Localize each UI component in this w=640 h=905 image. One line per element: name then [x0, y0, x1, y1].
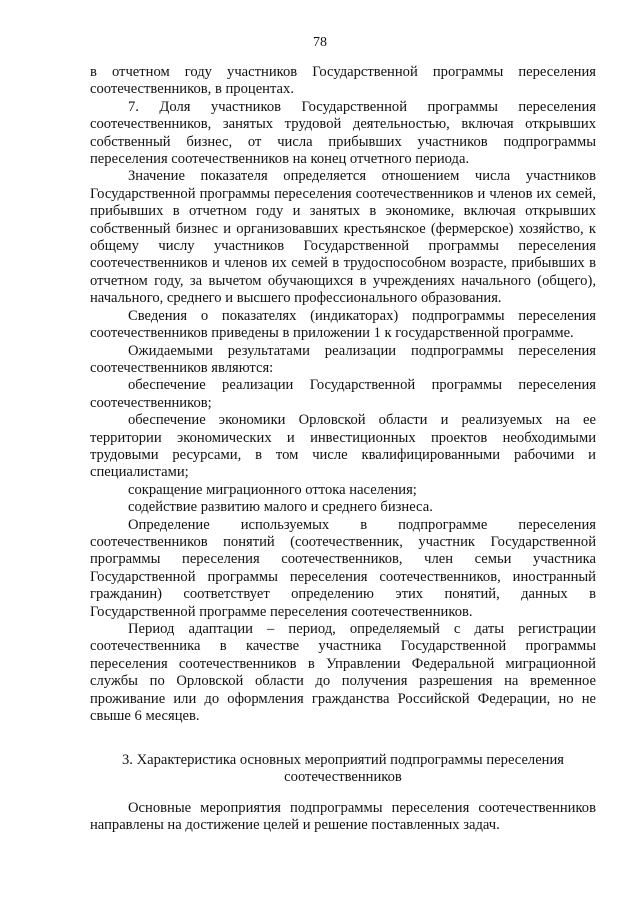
paragraph: обеспечение реализации Государственной программы переселения соотечественников;	[90, 377, 596, 411]
section-heading	[90, 752, 596, 787]
page-number: 78	[313, 35, 327, 50]
paragraph: обеспечение экономики Орловской области и реализуемых на ее территории экономических и инвестиционных проектов необходимыми трудовыми ресурсами, в том числе квалифицированными рабочими и специалистами;	[90, 412, 596, 481]
paragraph: Определение используемых в подпрограмме переселения соотечественников понятий (соотечественник, участник Государственной программы переселения соотечественников, член семьи участника Государственной программы переселения соотечественников, иностранный гражданин) соответствует определению этих понятий, данных в Государственной программе переселения соотечественников.	[90, 516, 596, 620]
closing-text	[90, 800, 596, 835]
section-heading-line: 3. Характеристика основных мероприятий подпрограммы переселения	[121, 752, 565, 768]
paragraph: Сведения о показателях (индикаторах) подпрограммы переселения соотечественников приведены в приложении 1 к государственной программе.	[90, 307, 596, 342]
paragraph: Период адаптации – период, определяемый с даты регистрации соотечественника в качестве участника Государственной программы переселения соотечественников в Управлении Федеральной миграционной службы по Орловской области до получения разрешения на временное проживание или до оформления гражданства Российской Федерации, но не свыше 6 месяцев.	[90, 621, 596, 725]
section-heading-line: соотечественников	[284, 769, 402, 786]
body-text	[90, 64, 596, 725]
paragraph: Ожидаемыми результатами реализации подпрограммы переселения соотечественников являются:	[90, 342, 596, 376]
paragraph: содействие развитию малого и среднего бизнеса.	[128, 499, 433, 516]
paragraph: сокращение миграционного оттока населения;	[128, 481, 417, 498]
paragraph: Основные мероприятия подпрограммы переселения соотечественников направлены на достижение целей и решение поставленных задач.	[90, 800, 596, 834]
paragraph: 7. Доля участников Государственной программы переселения соотечественников, занятых трудовой деятельностью, включая открывших собственный бизнес, от числа прибывших участников подпрограммы переселения соотечественников на конец отчетного периода.	[90, 98, 596, 168]
paragraph: в отчетном году участников Государственной программы переселения соотечественников, в процентах.	[90, 64, 596, 98]
paragraph: Значение показателя определяется отношением числа участников Государственной программы переселения соотечественников и членов их семей, прибывших в отчетном году и занятых в экономике, включая открывших собственный бизнес и организовавших крестьянское (фермерское) хозяйство, к общему числу участников Государственной программы переселения соотечественников и членов их семей в трудоспособном возрасте, прибывших в отчетном году, за вычетом обучающихся в учреждениях начального (общего), начального, среднего и высшего профессионального образования.	[90, 168, 596, 307]
